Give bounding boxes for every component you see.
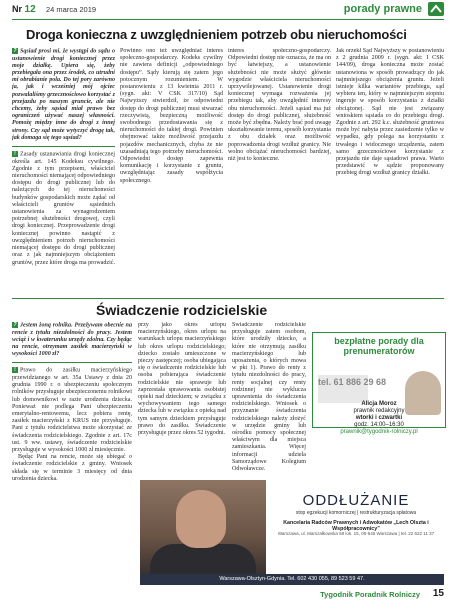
article1-column-1 — [12, 48, 115, 296]
article2-column-2: przy jako okres urlopu macierzyńskiego, okres urlopu na warunkach urlopu macierzyńskiego lub okres urlopu rodzicielskiego; dziecko zostało umieszczone w pieczy zastępczej; osoba ubiegająca się o świadczenie rodzicielskie lub osoba pobierająca świadczenie rodzicielskie nie sprawuje lub zaprzestała sprawowania osobistej opieki nad dzieckiem; w związku z wychowywaniem tego samego dziecka lub w związku z opieką nad tym samym dzieckiem przysługuje prawo do zasiłku. Świadczenie przysługuje przez okres 52 tygodni. — [138, 322, 226, 437]
header-rule — [12, 19, 444, 20]
lawyer-details — [315, 401, 443, 436]
ad-contact-bar: Warszawa-Olsztyn-Gdynia. Tel. 602 430 055, 89 523 59 47. — [140, 574, 444, 585]
article-divider — [12, 298, 444, 299]
section-logo-icon — [428, 2, 444, 16]
divider — [12, 146, 115, 147]
phone-panel — [318, 375, 387, 403]
article1-answer-1: ! Zasady ustanawiania drogi koniecznej określa art. 145 Kodeksu cywilnego. Zgodnie z tym przepisem, właściciel nieruchomości niemającej odpowiedniego dostępu do drogi publicznej lub do należących do tej nieruchomości budynków gospodarskich może żądać od właścicieli gruntów sąsiednich ustanowienia za wynagrodzeniem potrzebnej służebności drogowej, czyli drogi koniecznej. Przeprowadzenie drogi koniecznej powinno nastąpić z uwzględnieniem potrzeb nieruchomości niemającej dostępu do drogi publicznej oraz z jak najmniejszym obciążeniem gruntów, przez które droga ma prowadzić. — [12, 151, 115, 266]
ad-text-panel — [268, 480, 444, 582]
answer-mark-icon: ! — [12, 151, 18, 157]
advertisement — [140, 480, 444, 588]
lawyer-name: Alicja Moroz — [361, 401, 397, 407]
ad-brand: ODDŁUŻANIE — [302, 492, 410, 509]
article2-column-3: Świadczenie rodzicielskie przysługuje zatem osobom, które urodziły dziecko, a które nie otrzymują zasiłku macierzyńskiego lub uposażenia, o których mowa w pkt 1). Prawo do renty z tytułu niezdolności do pracy, renty socjalnej czy renty rodzinnej nie wyklucza uprawnienia do świadczenia rodzicielskiego. Wniosek o przyznanie świadczenia rodzicielskiego należy złożyć w urzędzie gminy lub ośrodku pomocy społecznej właściwym dla miejsca zamieszkania. Więcej informacji udziela Samorządowe Kolegium Odwoławcze. — [232, 322, 306, 473]
answer-mark-icon: ! — [12, 367, 18, 373]
phone-number[interactable]: tel. 61 886 29 68 — [318, 377, 387, 387]
article1-title: Droga konieczna z uwzględnieniem potrzeb obu nieruchomości — [26, 27, 407, 42]
section-title: porady prawne — [343, 3, 422, 15]
office-hours-time: godz. 14:00–16:30 — [354, 422, 404, 428]
office-hours-days: wtorki i czwartki — [355, 415, 403, 421]
ad-address: Warszawa, ul. Marszałkowska 58 lok. 15, 00-545 Warszawa | tel. 22 622 11 37 — [277, 531, 435, 536]
question-mark-icon: ? — [13, 322, 17, 328]
ad-subtitle: stop egzekucji komorniczej | restrukturyzacja spłatowa — [295, 510, 417, 516]
article2-title: Świadczenie rodzicielskie — [96, 302, 268, 318]
article2-answer-1-more: Będąc Pani na rencie, może się ubiegać o świadczenie rodzicielskie z gminy. Wniosek składa się w terminie 3 miesięcy od dnia urodzenia dziecka. — [12, 454, 132, 482]
article1-column-2: Powinno ono też uwzględniać interes społeczno-gospodarczy. Kodeks cywilny nie zawiera definicji „odpowiedniego dostępu”. Sądy kierują się zatem jego potocznym rozumieniem. W postanowieniu z 13 kwietnia 2011 r. (sygn. akt: V CSK 317/10) Sąd Najwyższy stwierdził, że odpowiedni dostęp do drogi publicznej musi stwarzać rzeczywistą, bezpieczną możliwość swobodnego przedostawania się z nieruchomości do takiej drogi. Powinien obejmować także możliwość przejazdu pojazdów mechanicznych, chyba że nie uzasadniają tego potrzeby nieruchomości. Odpowiedni dostęp zapewnia komunikację i korzystanie z gruntu, uwzględniając zasady współżycia społecznego. — [120, 48, 223, 184]
lawyer-email[interactable]: prawnik@tygodnik-rolniczy.pl — [340, 429, 418, 435]
ad-firm: Kancelaria Radców Prawnych i Adwokatów „Lech Olszta i Współpracownicy” — [283, 520, 429, 532]
free-advice-title: bezpłatne porady dla prenumeratorów — [334, 336, 424, 356]
ad-photo — [140, 480, 266, 582]
question-mark-icon: ? — [13, 48, 17, 54]
ad-photo-face — [176, 490, 226, 548]
page-number: 15 — [432, 588, 444, 599]
article2-answer-1: ! Prawo do zasiłku macierzyńskiego przewidzianego w art. 35a Ustawy z dnia 20 grudnia 1990 r. o ubezpieczeniu społecznym rolników przysługuje ubezpieczonemu rolnikowi lub domownikowi w razie urodzenia dziecka. Ponieważ nie podlega Pani ubezpieczeniu emerytalno-rentowemu, lecz pobiera rentę, zasiłek macierzyński z KRUS nie przysługuje. Pani z tytułu rodzicielstwa może skorzystać ze świadczenia rodzicielskiego. Zgodnie z art. 17c ust. 9 ww. ustawy, świadczenie rodzicielskie przysługuje w wysokości 1000 zł miesięcznie. — [12, 367, 132, 454]
lawyer-role: prawnik redakcyjny — [353, 408, 405, 414]
article1-column-4: Jak orzekł Sąd Najwyższy w postanowieniu z 2 grudnia 2009 r. (sygn. akt: I CSK 144/09), droga konieczna może zostać ustanowiona w sposób prowadzący do jak najmniejszego obciążenia gruntu. Jeżeli istnieje kilka wariantów przebiegu, sąd wybiera ten, który w najmniejszym stopniu ingeruje w sposób korzystania z działki obciążonej. Sąd nie jest związany wnioskiem sąsiada co do przebiegu drogi. Zgodnie z art. 292 k.c. służebność gruntowa może być nabyta przez zasiedzenie tylko w wypadku, gdy polega na korzystaniu z trwałego i widocznego urządzenia, zatem samo grzecznościowe korzystanie z przejazdu nie daje sąsiadowi prawa. Warto przedstawić w sądzie proponowany przebieg drogi wzdłuż granicy działki. — [336, 48, 444, 177]
page-footer — [0, 588, 454, 600]
article2-column-1 — [12, 322, 132, 584]
free-advice-box — [312, 332, 446, 435]
page-header — [0, 0, 454, 20]
article1-question: ? Sąsiad prosi mi, że wystąpi do sądu o ustanowienie drogi koniecznej przez moje działkę. Upiera się, żeby przebiegała ona przez środek, co utrudni mi obrabianie pola. Do tej pory zarówno ja, jak i wcześniej mój ojciec pozwalaliśmy grzecznościowo korzystać z przejazdu po naszym gruncie, ale nie chcemy, żeby sąsiad miał prawo bez ograniczeń używać naszej własności. Pomożę między inne do drogi z innej strony. Czy sąd może wytyczyć drogę tak, jak domaga się tego sąsiad? — [12, 48, 115, 141]
issue-number: Nr 12 — [12, 4, 36, 15]
issue-date: 24 marca 2019 — [46, 5, 97, 14]
article1-column-3: interes społeczno-gospodarczy. Odpowiedni dostęp nie oznacza, że ma on być łatwiejszy, a ustanowienie służebności nie może służyć głównie wygodzie właściciela nieruchomości uprzywilejowanej. Ustanowienie drogi koniecznej wymaga rozważenia jej przebiegu tak, aby uwzględnić interesy obu nieruchomości. Jeżeli sąsiad ma już dostęp do drogi publicznej, służebność może być zbędna. Należy brać pod uwagę ukształtowanie terenu, sposób korzystania z obu działek oraz możliwość poprowadzenia drogi wzdłuż granicy. Nie wolno obciążać nieruchomości bardziej, niż jest to konieczne. — [228, 48, 331, 163]
article2-question: ? Jestem żoną rolnika. Przeżywam obecnie na rencie z tytułu niezdolności do pracy. Jestem wciąż i w kwaterunku urzędy zdolna. Czy będąc na rencie, otrzymam zasiłek macierzyński w wysokości 1000 zł? — [12, 322, 132, 358]
footer-brand: Tygodnik Poradnik Rolniczy — [320, 590, 420, 599]
divider — [12, 362, 132, 363]
